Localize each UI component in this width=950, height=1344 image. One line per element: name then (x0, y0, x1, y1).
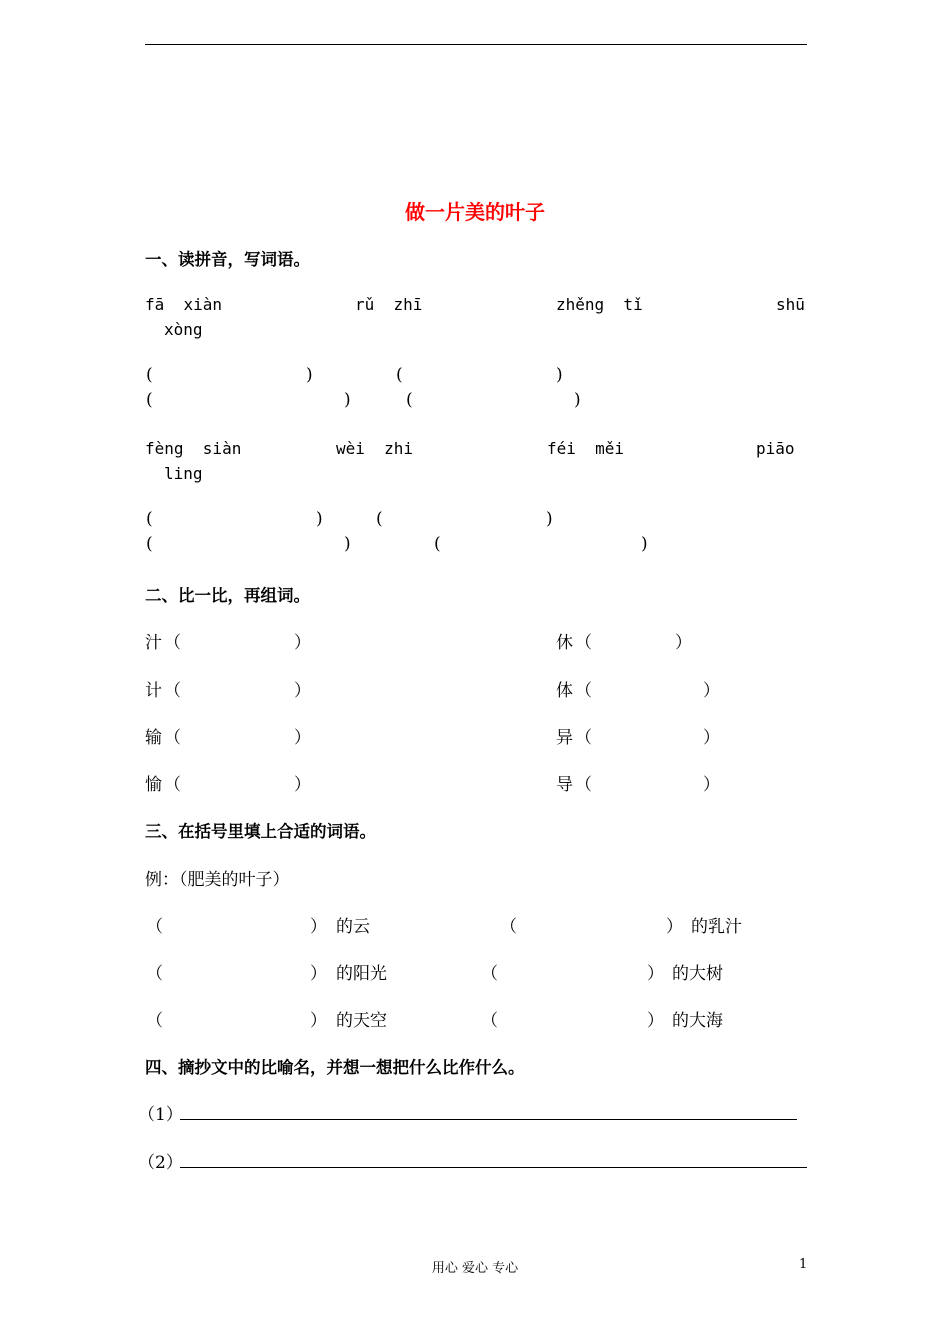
compare-open-6: （ (575, 728, 592, 748)
compare-char-zhi: 汁 (145, 633, 162, 653)
blank-close-4: ) (574, 390, 581, 410)
example-text: 例：（肥美的叶子） (145, 870, 290, 890)
blank-open-3: ( (146, 390, 153, 410)
compare-open-3: （ (164, 681, 181, 701)
fill-open-6: （ (481, 1011, 498, 1031)
fill-close-4: ） (647, 964, 664, 984)
blank-open-2: ( (396, 365, 403, 385)
fill-open-1: （ (146, 917, 163, 937)
pinyin-piao: piāo (756, 439, 795, 458)
compare-char-shu: 输 (145, 728, 162, 748)
compare-close-3: ） (294, 681, 311, 701)
compare-open-2: （ (575, 633, 592, 653)
section3-heading: 三、在括号里填上合适的词语。 (145, 822, 376, 841)
compare-close-1: ） (294, 633, 311, 653)
compare-open-8: （ (575, 775, 592, 795)
compare-char-dao: 导 (556, 775, 573, 795)
blank-close-3: ) (344, 390, 351, 410)
answer-label-2: （2） (138, 1153, 183, 1173)
compare-close-2: ） (675, 633, 692, 653)
pinyin-wei-zhi: wèi zhi (336, 439, 414, 458)
compare-close-8: ） (703, 775, 720, 795)
compare-close-5: ） (294, 728, 311, 748)
fill-open-3: （ (146, 964, 163, 984)
blank-close-5: ) (316, 509, 323, 529)
pinyin-shu: shū (776, 295, 805, 314)
answer-line-2[interactable] (180, 1167, 807, 1168)
compare-close-7: ） (294, 775, 311, 795)
blank-open-7: ( (146, 534, 153, 554)
pinyin-fei-mei: féi měi (547, 439, 625, 458)
header-rule (145, 44, 807, 45)
compare-close-4: ） (703, 681, 720, 701)
compare-char-ti: 体 (556, 681, 573, 701)
fill-close-3: ） (310, 964, 327, 984)
fill-label-tree: 的大树 (672, 964, 723, 984)
fill-label-cloud: 的云 (336, 917, 370, 937)
compare-char-ji: 计 (145, 681, 162, 701)
footer-text: 用心 爱心 专心 (431, 1261, 519, 1276)
blank-close-2: ) (556, 365, 563, 385)
blank-open-1: ( (146, 365, 153, 385)
compare-char-yu: 愉 (145, 775, 162, 795)
compare-open-7: （ (164, 775, 181, 795)
fill-label-sky: 的天空 (336, 1011, 387, 1031)
fill-close-6: ） (647, 1011, 664, 1031)
section4-heading: 四、摘抄文中的比喻名，并想一想把什么比作什么。 (145, 1058, 525, 1077)
blank-close-7: ) (344, 534, 351, 554)
fill-label-sea: 的大海 (672, 1011, 723, 1031)
document-title: 做一片美的叶子 (405, 200, 545, 224)
answer-label-1: （1） (138, 1105, 183, 1125)
blank-open-8: ( (434, 534, 441, 554)
fill-close-1: ） (310, 917, 327, 937)
pinyin-ru-zhi: rǔ zhī (355, 295, 423, 314)
compare-open-5: （ (164, 728, 181, 748)
compare-char-xiu: 休 (556, 633, 573, 653)
blank-open-4: ( (406, 390, 413, 410)
page-number: 1 (799, 1257, 808, 1272)
blank-close-1: ) (306, 365, 313, 385)
section1-heading: 一、读拼音，写词语。 (145, 250, 310, 269)
pinyin-xong: xòng (164, 320, 203, 339)
blank-open-5: ( (146, 509, 153, 529)
answer-line-1[interactable] (180, 1119, 797, 1120)
compare-char-yi: 异 (556, 728, 573, 748)
fill-open-2: （ (500, 917, 517, 937)
blank-close-6: ) (546, 509, 553, 529)
compare-open-1: （ (164, 633, 181, 653)
section2-heading: 二、比一比，再组词。 (145, 586, 310, 605)
pinyin-feng-sian: fèng siàn (145, 439, 242, 458)
pinyin-ling: ling (164, 464, 203, 483)
pinyin-zheng-ti: zhěng tǐ (556, 295, 643, 314)
compare-open-4: （ (575, 681, 592, 701)
fill-label-sunlight: 的阳光 (336, 964, 387, 984)
compare-close-6: ） (703, 728, 720, 748)
fill-open-4: （ (481, 964, 498, 984)
blank-close-8: ) (641, 534, 648, 554)
fill-close-5: ） (310, 1011, 327, 1031)
fill-close-2: ） (666, 917, 683, 937)
pinyin-fa-xian: fā xiàn (145, 295, 223, 314)
blank-open-6: ( (376, 509, 383, 529)
fill-label-milk: 的乳汁 (691, 917, 742, 937)
fill-open-5: （ (146, 1011, 163, 1031)
